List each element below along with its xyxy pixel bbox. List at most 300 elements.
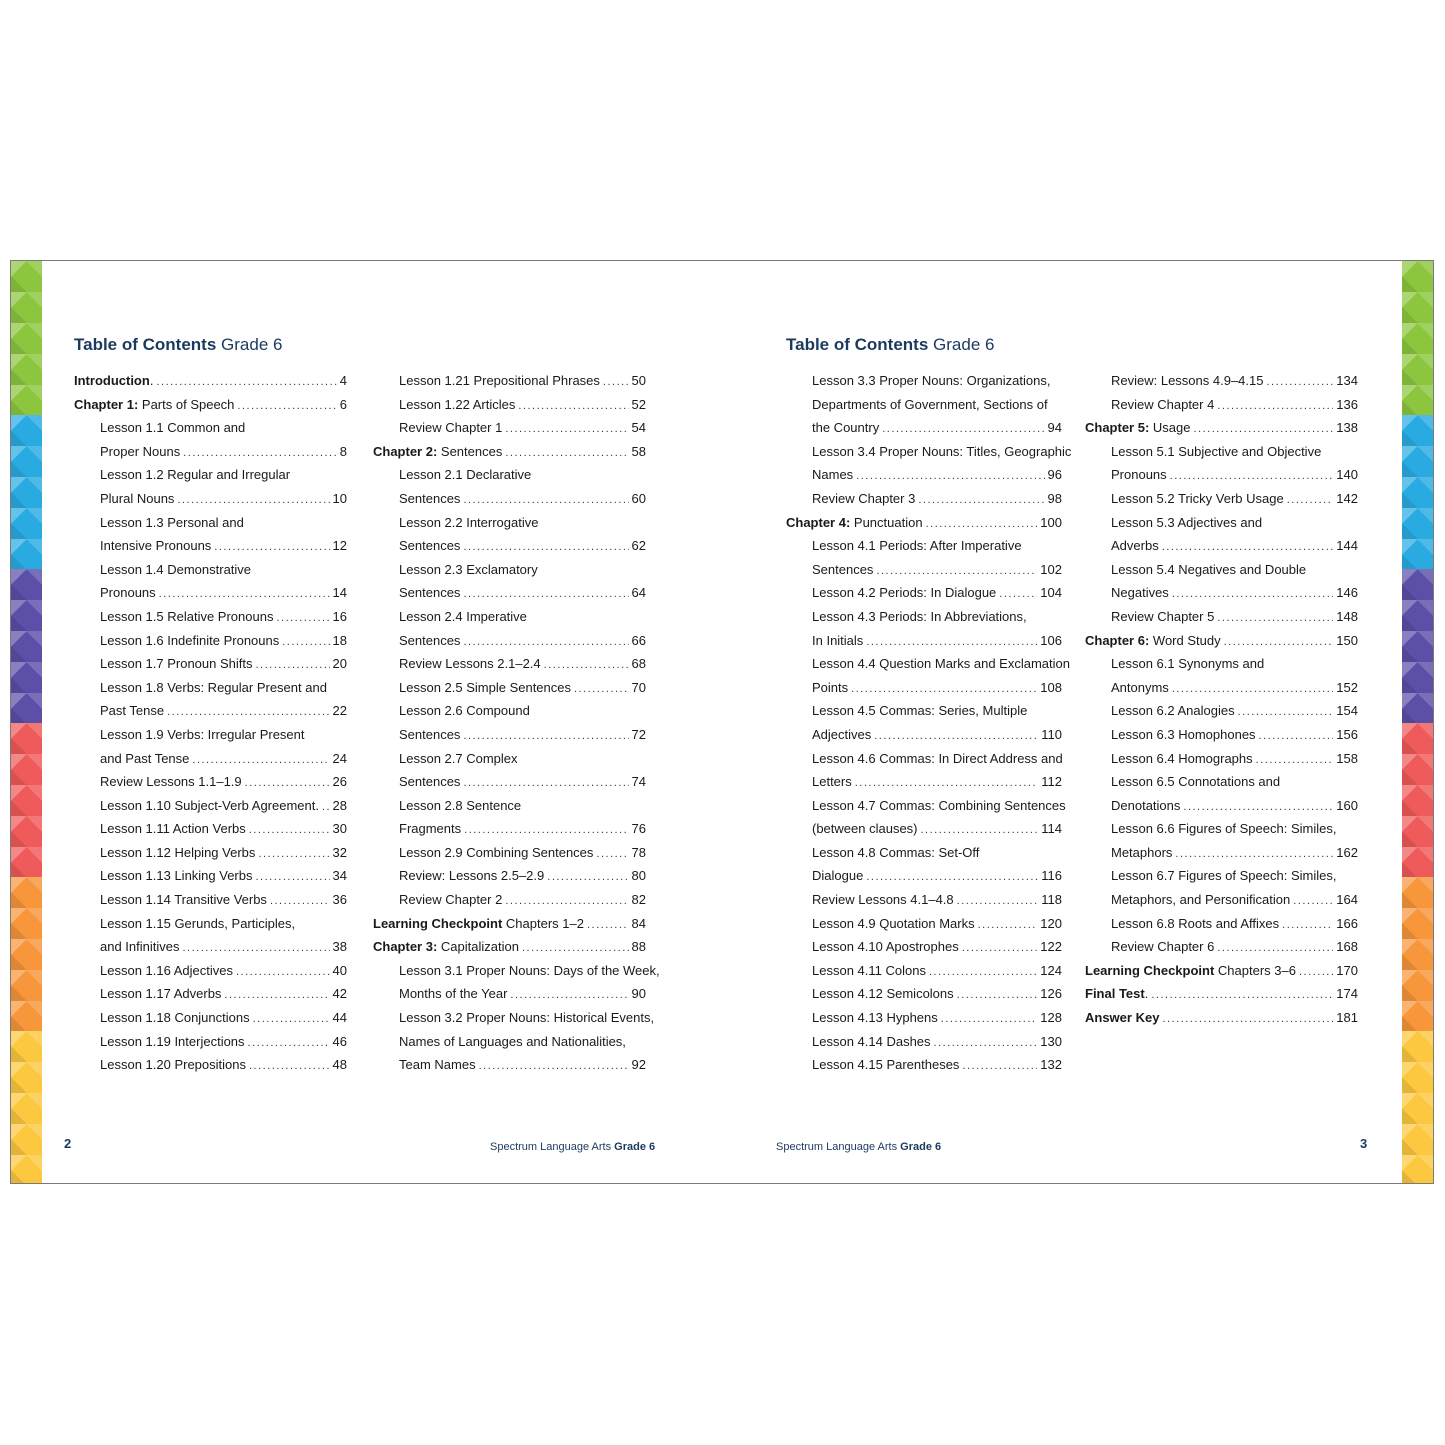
toc-page-number: 154 xyxy=(1336,703,1358,719)
toc-page-number: 34 xyxy=(332,868,347,884)
dot-leader xyxy=(921,819,1039,843)
toc-entry xyxy=(1085,487,1358,511)
dot-leader xyxy=(876,560,1037,584)
toc-entry-label: Lesson 1.11 Action Verbs xyxy=(100,821,246,837)
toc-entry-label: Review Chapter 5 xyxy=(1111,608,1215,624)
toc-entry xyxy=(786,605,1062,629)
toc-entry xyxy=(74,416,347,440)
toc-page-number: 38 xyxy=(332,939,347,955)
toc-entry-label: Learning Checkpoint Chapters 1–2 xyxy=(373,915,584,931)
toc-page-number: 122 xyxy=(1040,939,1062,955)
toc-page-number: 78 xyxy=(631,844,646,860)
color-band xyxy=(11,723,42,877)
toc-entry xyxy=(373,629,646,653)
toc-page-number: 164 xyxy=(1336,892,1358,908)
toc-entry-label: Lesson 3.4 Proper Nouns: Titles, Geographic xyxy=(812,443,1072,459)
dot-leader xyxy=(1183,796,1333,820)
toc-entry-label: Learning Checkpoint Chapters 3–6 xyxy=(1085,962,1296,978)
dot-leader xyxy=(1217,395,1333,419)
dot-leader xyxy=(282,631,329,655)
footer-book-title: Spectrum Language Arts Grade 6 xyxy=(490,1141,656,1153)
toc-entry xyxy=(1085,676,1358,700)
dot-leader xyxy=(505,418,628,442)
toc-entry xyxy=(373,393,646,417)
toc-page-number: 156 xyxy=(1336,726,1358,742)
toc-entry xyxy=(786,1006,1062,1030)
dot-leader xyxy=(934,1032,1038,1056)
toc-entry-label: Lesson 1.2 Regular and Irregular xyxy=(100,467,291,483)
toc-entry-label: Lesson 1.13 Linking Verbs xyxy=(100,868,253,884)
toc-entry xyxy=(1085,864,1358,888)
toc-entry-label: Lesson 1.9 Verbs: Irregular Present xyxy=(100,726,305,742)
toc-entry xyxy=(786,463,1062,487)
toc-entry-label: Fragments xyxy=(399,821,462,837)
toc-entry-label: Lesson 4.2 Periods: In Dialogue xyxy=(812,585,997,601)
toc-entry xyxy=(786,699,1062,723)
toc-entry-label: Departments of Government, Sections of xyxy=(812,396,1048,412)
toc-entry-label: Lesson 1.1 Common and xyxy=(100,420,246,436)
toc-page-number: 92 xyxy=(631,1057,646,1073)
color-band xyxy=(11,877,42,1031)
toc-entry xyxy=(786,723,1062,747)
toc-page-number: 96 xyxy=(1047,467,1062,483)
toc-entry xyxy=(74,463,347,487)
dot-leader xyxy=(505,442,628,466)
toc-entry-label: Lesson 1.8 Verbs: Regular Present and xyxy=(100,679,327,695)
toc-page-number: 64 xyxy=(631,585,646,601)
toc-entry xyxy=(74,440,347,464)
toc-entry xyxy=(74,1053,347,1077)
dot-leader xyxy=(505,890,628,914)
toc-entry xyxy=(786,770,1062,794)
toc-page-number: 162 xyxy=(1336,844,1358,860)
dot-leader xyxy=(237,395,336,419)
toc-entry-label: Sentences xyxy=(399,490,461,506)
toc-page-number: 124 xyxy=(1040,962,1062,978)
toc-entry xyxy=(74,747,347,771)
toc-page-number: 8 xyxy=(339,443,347,459)
dot-leader xyxy=(156,371,336,395)
dot-leader xyxy=(1293,890,1333,914)
dot-leader xyxy=(510,984,628,1008)
toc-entry xyxy=(74,534,347,558)
toc-entry xyxy=(786,487,1062,511)
toc-page-number: 166 xyxy=(1336,915,1358,931)
toc-entry xyxy=(1085,723,1358,747)
toc-page-number: 82 xyxy=(631,892,646,908)
dot-leader xyxy=(1287,489,1334,513)
toc-page-number: 18 xyxy=(332,632,347,648)
toc-entry-label: Lesson 1.18 Conjunctions xyxy=(100,1010,250,1026)
toc-page-number: 6 xyxy=(339,396,347,412)
toc-entry-label: Review Chapter 4 xyxy=(1111,396,1215,412)
toc-entry-label: Lesson 3.1 Proper Nouns: Days of the Week, xyxy=(399,962,660,978)
toc-entry xyxy=(373,581,646,605)
toc-entry xyxy=(74,723,347,747)
toc-entry-label: Past Tense xyxy=(100,703,165,719)
toc-entry xyxy=(373,558,646,582)
toc-entry xyxy=(373,723,646,747)
toc-entry-label: Lesson 3.3 Proper Nouns: Organizations, xyxy=(812,373,1051,388)
toc-entry-label: Names of Languages and Nationalities, xyxy=(399,1033,626,1049)
toc-page-number: 16 xyxy=(332,608,347,624)
toc-entry xyxy=(373,652,646,676)
toc-page-number: 50 xyxy=(631,373,646,388)
left-page xyxy=(42,261,723,1183)
dot-leader xyxy=(253,1008,330,1032)
toc-entry-label: Adverbs xyxy=(1111,538,1159,554)
dot-leader xyxy=(855,772,1039,796)
toc-entry-label: Lesson 1.7 Pronoun Shifts xyxy=(100,656,253,672)
toc-entry xyxy=(373,817,646,841)
toc-entry-label: Lesson 4.1 Periods: After Imperative xyxy=(812,538,1022,554)
toc-entry xyxy=(786,558,1062,582)
dot-leader xyxy=(167,701,329,725)
toc-entry xyxy=(1085,912,1358,936)
toc-page-number: 132 xyxy=(1040,1057,1062,1073)
toc-page-number: 148 xyxy=(1336,608,1358,624)
toc-column xyxy=(74,369,347,1077)
toc-page-number: 174 xyxy=(1336,986,1358,1002)
page-number: 2 xyxy=(64,1136,72,1151)
toc-entry xyxy=(1085,558,1358,582)
toc-entry xyxy=(1085,699,1358,723)
toc-page-number: 94 xyxy=(1047,420,1062,436)
toc-page-number: 42 xyxy=(332,986,347,1002)
toc-entry-label: Lesson 4.8 Commas: Set-Off xyxy=(812,844,980,860)
dot-leader xyxy=(851,678,1037,702)
toc-entry xyxy=(373,1030,646,1054)
toc-page-number: 28 xyxy=(332,797,347,813)
toc-entry-label: Introduction. xyxy=(74,373,154,388)
toc-entry-label: Chapter 5: Usage xyxy=(1085,420,1191,436)
toc-entry-label: Review Lessons 4.1–4.8 xyxy=(812,892,954,908)
toc-entry xyxy=(786,747,1062,771)
toc-entry-label: Lesson 4.4 Question Marks and Exclamation xyxy=(812,656,1070,672)
toc-entry xyxy=(1085,369,1358,393)
toc-entry-label: In Initials xyxy=(812,632,864,648)
toc-entry-label: Chapter 4: Punctuation xyxy=(786,514,923,530)
toc-entry-label: Lesson 1.6 Indefinite Pronouns xyxy=(100,632,280,648)
dot-leader xyxy=(1282,914,1333,938)
toc-page-number: 70 xyxy=(631,679,646,695)
dot-leader xyxy=(256,866,330,890)
toc-entry xyxy=(786,982,1062,1006)
toc-page-number: 80 xyxy=(631,868,646,884)
toc-entry xyxy=(786,629,1062,653)
toc-entry xyxy=(1085,817,1358,841)
toc-page-number: 44 xyxy=(332,1010,347,1026)
toc-page-number: 108 xyxy=(1040,679,1062,695)
dot-leader xyxy=(322,796,330,820)
toc-page-number: 24 xyxy=(332,750,347,766)
toc-entry-label: Names xyxy=(812,467,854,483)
toc-page-number: 114 xyxy=(1041,821,1062,837)
toc-entry xyxy=(74,558,347,582)
toc-entry xyxy=(373,1006,655,1030)
toc-entry xyxy=(1085,982,1358,1006)
dot-leader xyxy=(1175,843,1333,867)
toc-page-number: 74 xyxy=(631,774,646,790)
toc-entry-label: Sentences xyxy=(399,726,461,742)
dot-leader xyxy=(479,1055,629,1079)
toc-entry-label: Sentences xyxy=(399,538,461,554)
toc-page-number: 30 xyxy=(332,821,347,837)
toc-entry xyxy=(786,1053,1062,1077)
toc-page-number: 104 xyxy=(1040,585,1062,601)
dot-leader xyxy=(463,772,628,796)
toc-page-number: 181 xyxy=(1336,1010,1358,1026)
toc-entry xyxy=(373,747,646,771)
toc-entry xyxy=(786,912,1062,936)
toc-entry-label: Metaphors xyxy=(1111,844,1173,860)
toc-entry xyxy=(786,369,1062,393)
toc-page-number: 10 xyxy=(332,490,347,506)
toc-entry-label: and Past Tense xyxy=(100,750,190,766)
toc-page-number: 160 xyxy=(1336,797,1358,813)
toc-entry-label: Lesson 5.2 Tricky Verb Usage xyxy=(1111,490,1284,506)
color-band xyxy=(1402,569,1433,723)
toc-entry-label: (between clauses) xyxy=(812,821,918,837)
toc-entry-label: Lesson 4.12 Semicolons xyxy=(812,986,954,1002)
toc-page-number: 88 xyxy=(631,939,646,955)
toc-entry xyxy=(373,982,646,1006)
toc-entry-label: Letters xyxy=(812,774,852,790)
toc-entry xyxy=(1085,652,1358,676)
toc-entry xyxy=(373,605,646,629)
toc-page-number: 84 xyxy=(631,915,646,931)
toc-entry-label: Lesson 2.7 Complex xyxy=(399,750,518,766)
dot-leader xyxy=(1259,725,1334,749)
toc-entry xyxy=(373,912,646,936)
toc-entry xyxy=(786,652,1070,676)
dot-leader xyxy=(1266,371,1333,395)
dot-leader xyxy=(1217,607,1333,631)
toc-entry-label: Lesson 1.14 Transitive Verbs xyxy=(100,892,267,908)
right-page xyxy=(723,261,1404,1183)
toc-entry-label: Lesson 1.10 Subject-Verb Agreement. xyxy=(100,797,319,813)
color-band xyxy=(11,415,42,569)
dot-leader xyxy=(258,843,329,867)
toc-page-number: 48 xyxy=(332,1057,347,1073)
dot-leader xyxy=(522,937,629,961)
toc-entry-label: Lesson 4.13 Hyphens xyxy=(812,1010,938,1026)
toc-entry xyxy=(786,676,1062,700)
toc-page-number: 106 xyxy=(1040,632,1062,648)
dot-leader xyxy=(1151,984,1333,1008)
toc-entry xyxy=(1085,629,1358,653)
toc-entry-label: Lesson 1.12 Helping Verbs xyxy=(100,844,256,860)
toc-entry xyxy=(74,912,347,936)
toc-column xyxy=(786,369,1072,1077)
toc-entry-label: Lesson 1.22 Articles xyxy=(399,396,516,412)
toc-entry-label: Lesson 2.4 Imperative xyxy=(399,608,527,624)
toc-entry-label: Lesson 4.6 Commas: In Direct Address and xyxy=(812,750,1063,766)
dot-leader xyxy=(874,725,1038,749)
toc-entry-label: Denotations xyxy=(1111,797,1181,813)
toc-entry xyxy=(786,817,1062,841)
toc-entry-label: Lesson 1.17 Adverbs xyxy=(100,986,222,1002)
toc-entry-label: Review Chapter 1 xyxy=(399,420,503,436)
toc-entry xyxy=(1085,605,1358,629)
toc-page-number: 72 xyxy=(631,726,646,742)
dot-leader xyxy=(249,819,330,843)
toc-page-number: 168 xyxy=(1336,939,1358,955)
toc-entry xyxy=(74,581,347,605)
toc-entry-label: Lesson 6.3 Homophones xyxy=(1111,726,1256,742)
toc-entry-label: Lesson 4.15 Parentheses xyxy=(812,1057,960,1073)
toc-page-number: 20 xyxy=(332,656,347,672)
dot-leader xyxy=(544,654,629,678)
toc-entry-label: Lesson 4.7 Commas: Combining Sentences xyxy=(812,797,1066,813)
toc-entry-label: Antonyms xyxy=(1111,679,1169,695)
toc-entry-label: Review Chapter 2 xyxy=(399,892,503,908)
toc-page-number: 14 xyxy=(332,585,347,601)
toc-page-number: 54 xyxy=(631,420,646,436)
toc-entry-label: Lesson 6.4 Homographs xyxy=(1111,750,1253,766)
toc-entry-label: Review: Lessons 2.5–2.9 xyxy=(399,868,545,884)
toc-entry xyxy=(74,629,347,653)
dot-leader xyxy=(1170,465,1334,489)
toc-entry-label: Lesson 1.19 Interjections xyxy=(100,1033,245,1049)
toc-page-number: 138 xyxy=(1336,420,1358,436)
dot-leader xyxy=(463,536,628,560)
dot-leader xyxy=(236,961,330,985)
toc-page-number: 26 xyxy=(332,774,347,790)
toc-page-number: 32 xyxy=(332,844,347,860)
toc-entry xyxy=(1085,534,1358,558)
dot-leader xyxy=(574,678,629,702)
dot-leader xyxy=(941,1008,1038,1032)
dot-leader xyxy=(1162,536,1334,560)
page-title: Table of Contents Grade 6 xyxy=(786,335,995,354)
toc-page-number: 100 xyxy=(1040,514,1062,530)
toc-entry xyxy=(74,1030,347,1054)
toc-entry-label: and Infinitives xyxy=(100,939,180,955)
color-band xyxy=(11,1031,42,1184)
toc-entry xyxy=(74,864,347,888)
toc-entry xyxy=(786,440,1072,464)
dot-leader xyxy=(245,772,330,796)
dot-leader xyxy=(1172,583,1333,607)
toc-entry xyxy=(74,1006,347,1030)
toc-entry-label: Lesson 1.16 Adjectives xyxy=(100,962,233,978)
dot-leader xyxy=(249,1055,330,1079)
dot-leader xyxy=(866,866,1038,890)
toc-entry-label: Lesson 6.8 Roots and Affixes xyxy=(1111,915,1280,931)
toc-entry-label: Sentences xyxy=(399,585,461,601)
toc-entry-label: Pronouns xyxy=(1111,467,1167,483)
toc-page-number: 144 xyxy=(1336,538,1358,554)
toc-entry xyxy=(786,534,1062,558)
toc-entry-label: Lesson 5.3 Adjectives and xyxy=(1111,514,1263,530)
toc-entry-label: Chapter 1: Parts of Speech xyxy=(74,396,235,412)
toc-entry-label: Lesson 4.11 Colons xyxy=(812,962,926,978)
toc-entry xyxy=(74,982,347,1006)
dot-leader xyxy=(918,489,1044,513)
toc-entry-label: Lesson 4.10 Apostrophes xyxy=(812,939,959,955)
dot-leader xyxy=(159,583,330,607)
dot-leader xyxy=(596,843,628,867)
dot-leader xyxy=(587,914,629,938)
toc-entry-label: Dialogue xyxy=(812,868,864,884)
toc-page-number: 158 xyxy=(1336,750,1358,766)
toc-entry-label: Lesson 4.9 Quotation Marks xyxy=(812,915,975,931)
toc-entry-label: Lesson 1.4 Demonstrative xyxy=(100,561,252,577)
toc-entry xyxy=(74,817,347,841)
dot-leader xyxy=(276,607,329,631)
toc-entry-label: Sentences xyxy=(399,774,461,790)
toc-entry xyxy=(1085,770,1358,794)
toc-page-number: 118 xyxy=(1041,892,1062,908)
toc-entry xyxy=(1085,959,1358,983)
toc-entry-label: Lesson 6.2 Analogies xyxy=(1111,703,1235,719)
toc-entry xyxy=(74,369,347,393)
color-band xyxy=(1402,415,1433,569)
dot-leader xyxy=(978,914,1038,938)
toc-entry xyxy=(74,959,347,983)
toc-entry-label: Metaphors, and Personification xyxy=(1111,892,1291,908)
toc-entry xyxy=(373,699,646,723)
toc-entry xyxy=(373,676,646,700)
dot-leader xyxy=(464,819,628,843)
toc-entry xyxy=(373,487,646,511)
dot-leader xyxy=(192,749,329,773)
color-band xyxy=(1402,723,1433,877)
toc-entry-label: Lesson 2.3 Exclamatory xyxy=(399,561,538,577)
toc-page-number: 102 xyxy=(1040,561,1062,577)
toc-entry-label: the Country xyxy=(812,420,880,436)
toc-entry-label: Lesson 2.6 Compound xyxy=(399,703,530,719)
toc-entry-label: Lesson 4.5 Commas: Series, Multiple xyxy=(812,703,1028,719)
color-band xyxy=(1402,1031,1433,1184)
toc-page-number: 46 xyxy=(332,1033,347,1049)
toc-entry-label: Pronouns xyxy=(100,585,156,601)
toc-entry xyxy=(373,534,646,558)
toc-entry xyxy=(373,959,660,983)
toc-entry xyxy=(74,699,347,723)
toc-entry-label: Lesson 4.14 Dashes xyxy=(812,1033,931,1049)
toc-entry-label: Lesson 1.3 Personal and xyxy=(100,514,244,530)
toc-entry-label: Lesson 2.8 Sentence xyxy=(399,797,522,813)
toc-page-number: 36 xyxy=(332,892,347,908)
toc-entry xyxy=(786,581,1062,605)
toc-page-number: 128 xyxy=(1040,1010,1062,1026)
toc-entry xyxy=(786,416,1062,440)
dot-leader xyxy=(224,984,329,1008)
toc-entry-label: Review Lessons 1.1–1.9 xyxy=(100,774,242,790)
color-band xyxy=(11,261,42,415)
footer-book-title: Spectrum Language Arts Grade 6 xyxy=(776,1141,942,1153)
toc-entry xyxy=(74,652,347,676)
toc-entry xyxy=(74,888,347,912)
dot-leader xyxy=(1256,749,1334,773)
toc-entry xyxy=(74,487,347,511)
toc-page-number: 58 xyxy=(631,443,646,459)
toc-entry-label: Lesson 2.2 Interrogative xyxy=(399,514,539,530)
toc-entry xyxy=(74,605,347,629)
dot-leader xyxy=(270,890,330,914)
toc-entry xyxy=(1085,581,1358,605)
toc-entry-label: Lesson 2.1 Declarative xyxy=(399,467,532,483)
book-spread xyxy=(10,260,1434,1184)
toc-entry-label: Lesson 6.5 Connotations and xyxy=(1111,774,1281,790)
color-band xyxy=(11,569,42,723)
toc-page-number: 146 xyxy=(1336,585,1358,601)
dot-leader xyxy=(1299,961,1333,985)
toc-entry-label: Lesson 1.21 Prepositional Phrases xyxy=(399,373,600,388)
toc-entry xyxy=(786,888,1062,912)
